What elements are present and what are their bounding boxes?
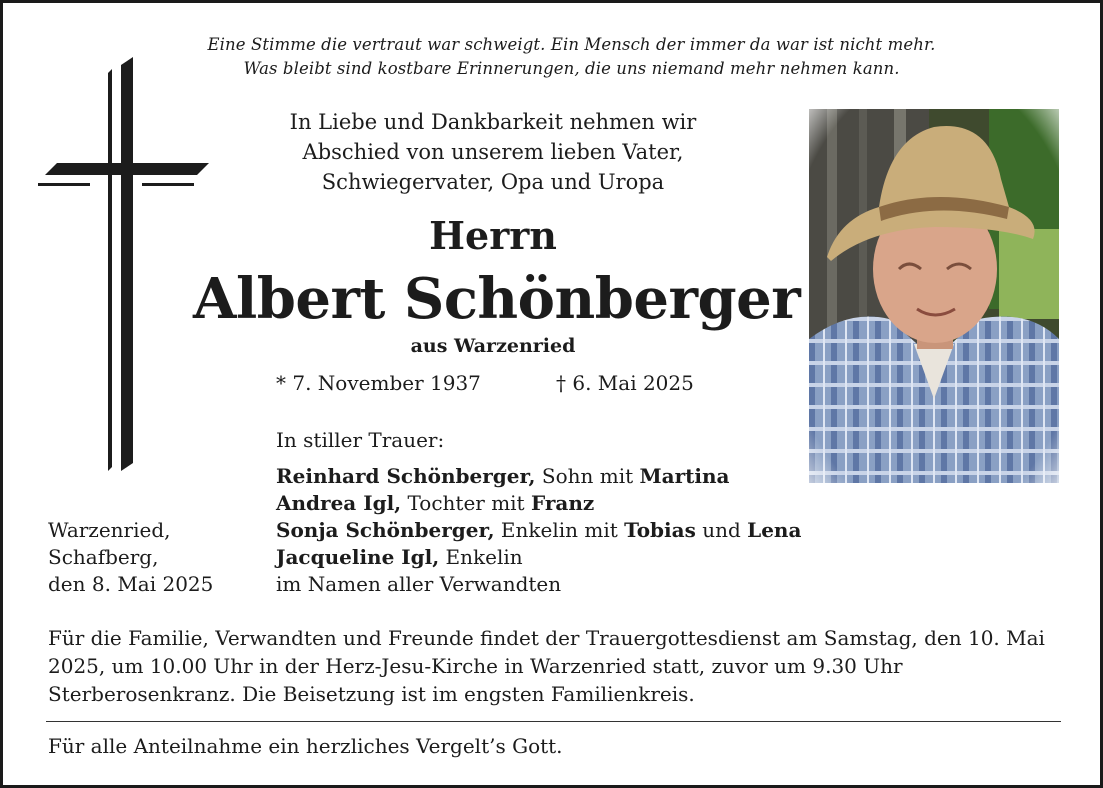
thanks-line: Für alle Anteilnahme ein herzliches Vergelt’s Gott. [48, 734, 563, 758]
mourner-relation: Enkelin [439, 545, 523, 569]
mourner-name: Reinhard Schönberger, [276, 464, 536, 488]
quote-line-2: Was bleibt sind kostbare Erinnerungen, die uns niemand mehr nehmen kann. [243, 59, 900, 78]
mourner-relation: Sohn mit [535, 464, 640, 488]
place-line-2: Schafberg, [48, 545, 159, 569]
mourner-partner: Lena [747, 518, 802, 542]
mourner-relation: Enkelin mit [494, 518, 625, 542]
mourner-name: Sonja Schönberger, [276, 518, 495, 542]
mourners-heading: In stiller Trauer: [276, 428, 445, 452]
deceased-origin: aus Warzenried [410, 335, 576, 357]
mourner-conjunction: und [695, 518, 748, 542]
service-announcement: Für die Familie, Verwandten und Freunde findet der Trauergottesdienst am Samstag, den 10. Mai 2025, um 10.00 Uhr in der Herz-Jesu-Kirche in Warzenried statt, zuvor um 9.30 Uhr Sterberosenkranz. Die Beisetzung ist im engsten Familienkreis. [48, 626, 1045, 706]
intro-line-1: In Liebe und Dankbarkeit nehmen wir [289, 110, 697, 134]
mourner-relation: Tochter mit [401, 491, 531, 515]
place-line-1: Warzenried, [48, 518, 171, 542]
mourner-row-2 [276, 490, 594, 517]
quote-line-1: Eine Stimme die vertraut war schweigt. Ein Mensch der immer da war ist nicht mehr. [207, 35, 936, 54]
intro-line-2: Abschied von unserem lieben Vater, [302, 140, 684, 164]
birth-date: * 7. November 1937 [276, 371, 481, 395]
death-date: † 6. Mai 2025 [556, 371, 694, 395]
mourner-partner: Tobias [624, 518, 696, 542]
place-line-3: den 8. Mai 2025 [48, 572, 214, 596]
mourner-row-4 [276, 544, 523, 571]
mourner-row-3 [276, 517, 801, 544]
mourner-partner: Franz [530, 491, 595, 515]
mourner-name: Jacqueline Igl, [276, 545, 440, 569]
salutation: Herrn [429, 213, 557, 258]
mourner-row-1 [276, 463, 729, 490]
deceased-name: Albert Schönberger [193, 266, 801, 332]
mourners-closing: im Namen aller Verwandten [276, 572, 562, 596]
portrait-photo [809, 109, 1059, 483]
intro-line-3: Schwiegervater, Opa und Uropa [321, 170, 665, 194]
divider [46, 721, 1061, 722]
mourner-name: Andrea Igl, [276, 491, 402, 515]
mourner-partner: Martina [639, 464, 730, 488]
cross-icon [35, 53, 215, 473]
